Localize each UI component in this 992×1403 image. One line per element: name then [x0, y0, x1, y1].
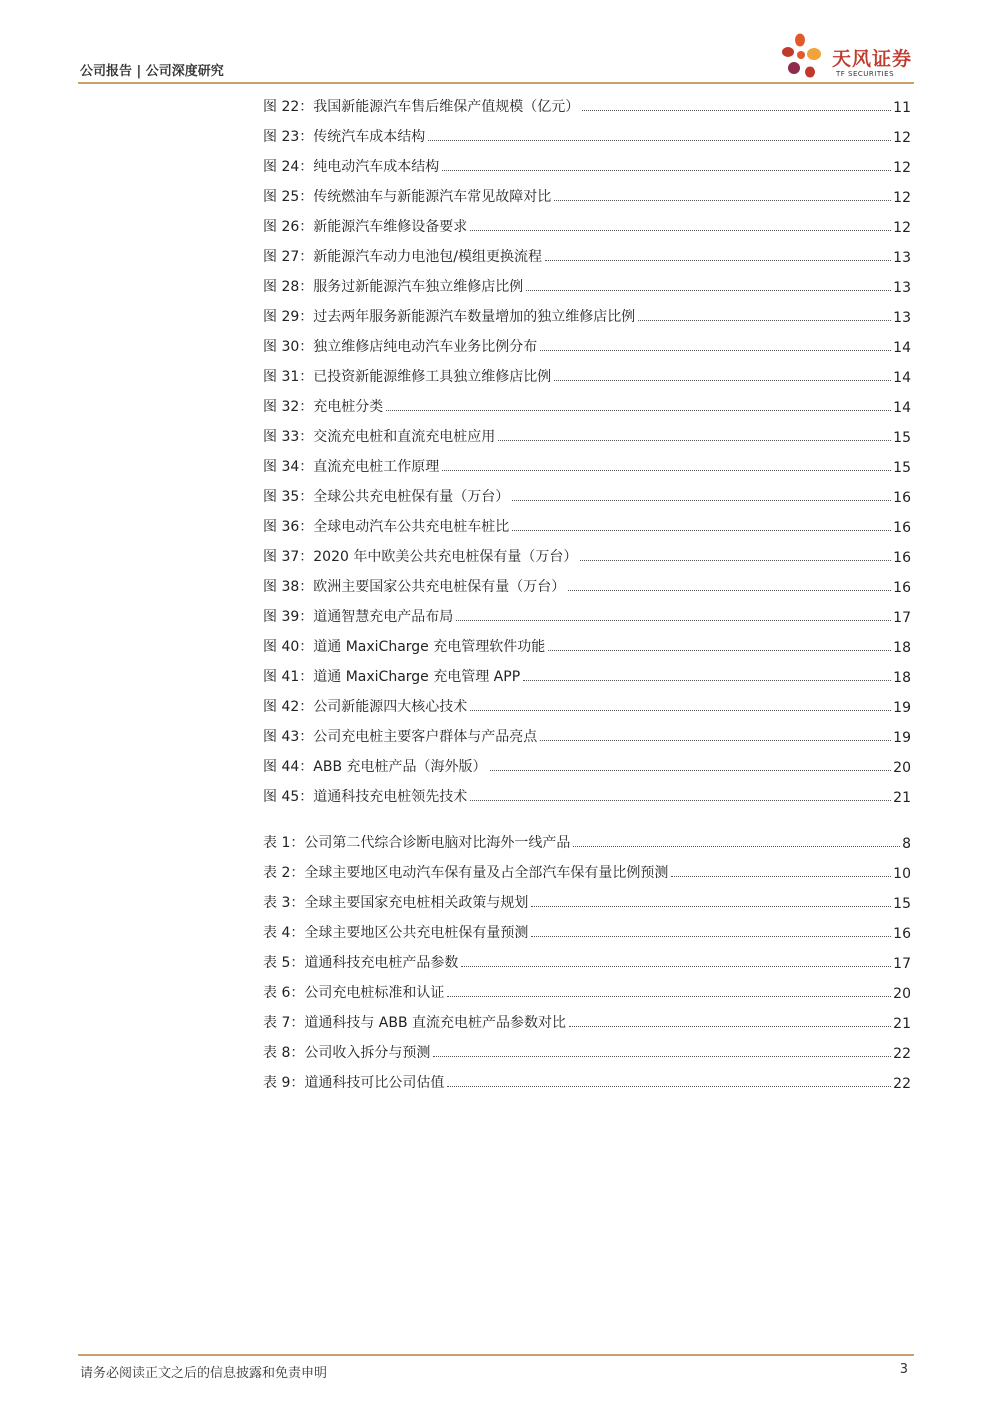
table-entry-page: 20 — [893, 986, 911, 1002]
figure-entry-page: 13 — [893, 280, 911, 296]
dot-leader — [498, 439, 891, 441]
figure-entry[interactable] — [263, 574, 911, 596]
dot-leader — [540, 349, 891, 351]
figure-entry[interactable] — [263, 214, 911, 236]
dot-leader — [580, 559, 891, 561]
figure-entry[interactable] — [263, 664, 911, 686]
table-entry-label[interactable]: 表 9：道通科技可比公司估值 — [263, 1075, 445, 1091]
dot-leader — [428, 139, 891, 141]
figure-entry-page: 13 — [893, 250, 911, 266]
figure-entry-label[interactable]: 图 43：公司充电桩主要客户群体与产品亮点 — [263, 729, 538, 745]
figure-entry-page: 16 — [893, 550, 911, 566]
table-entry-page: 15 — [893, 896, 911, 912]
figure-entry-page: 14 — [893, 400, 911, 416]
figure-entry[interactable] — [263, 124, 911, 146]
figure-entry[interactable] — [263, 304, 911, 326]
figure-entry-page: 13 — [893, 310, 911, 326]
table-entry[interactable] — [263, 1010, 911, 1032]
figure-entry-page: 12 — [893, 160, 911, 176]
figure-entry-page: 16 — [893, 490, 911, 506]
figure-entry-label[interactable]: 图 42：公司新能源四大核心技术 — [263, 699, 468, 715]
figure-entry[interactable] — [263, 334, 911, 356]
dot-leader — [569, 1025, 891, 1027]
figure-entry-label[interactable]: 图 40：道通 MaxiCharge 充电管理软件功能 — [263, 639, 546, 655]
figure-entry-page: 12 — [893, 190, 911, 206]
figure-entry-label[interactable]: 图 22：我国新能源汽车售后维保产值规模（亿元） — [263, 99, 580, 115]
table-entry[interactable] — [263, 860, 911, 882]
dot-leader — [447, 1085, 891, 1087]
figure-entry-label[interactable]: 图 29：过去两年服务新能源汽车数量增加的独立维修店比例 — [263, 309, 636, 325]
figure-entry-page: 12 — [893, 130, 911, 146]
dot-leader — [470, 229, 891, 231]
table-entry-label[interactable]: 表 4：全球主要地区公共充电桩保有量预测 — [263, 925, 529, 941]
table-entry-label[interactable]: 表 5：道通科技充电桩产品参数 — [263, 955, 459, 971]
figure-entry-label[interactable]: 图 25：传统燃油车与新能源汽车常见故障对比 — [263, 189, 552, 205]
figure-entry-label[interactable]: 图 28：服务过新能源汽车独立维修店比例 — [263, 279, 524, 295]
figure-entry-page: 14 — [893, 340, 911, 356]
figure-entry-label[interactable]: 图 23：传统汽车成本结构 — [263, 129, 426, 145]
footer-divider — [78, 1354, 914, 1356]
figure-entry[interactable] — [263, 544, 911, 566]
figure-entry-page: 19 — [893, 700, 911, 716]
table-entry[interactable] — [263, 830, 911, 852]
table-entry-label[interactable]: 表 2：全球主要地区电动汽车保有量及占全部汽车保有量比例预测 — [263, 865, 669, 881]
figure-entry-label[interactable]: 图 30：独立维修店纯电动汽车业务比例分布 — [263, 339, 538, 355]
figure-entry[interactable] — [263, 394, 911, 416]
figure-entry-page: 17 — [893, 610, 911, 626]
logo-chinese-name: 天风证券 — [832, 48, 913, 70]
figure-entry-label[interactable]: 图 32：充电桩分类 — [263, 399, 384, 415]
dot-leader — [442, 169, 891, 171]
figure-entry-label[interactable]: 图 26：新能源汽车维修设备要求 — [263, 219, 468, 235]
table-entry-label[interactable]: 表 8：公司收入拆分与预测 — [263, 1045, 431, 1061]
figure-entry[interactable] — [263, 244, 911, 266]
dot-leader — [554, 199, 891, 201]
figure-entry[interactable] — [263, 364, 911, 386]
figure-entry-page: 16 — [893, 520, 911, 536]
dot-leader — [554, 379, 891, 381]
dot-leader — [490, 769, 892, 771]
figure-entry[interactable] — [263, 94, 911, 116]
figure-entry-label[interactable]: 图 38：欧洲主要国家公共充电桩保有量（万台） — [263, 579, 566, 595]
table-entry[interactable] — [263, 1040, 911, 1062]
table-entry-label[interactable]: 表 1：公司第二代综合诊断电脑对比海外一线产品 — [263, 835, 571, 851]
figure-entry-page: 14 — [893, 370, 911, 386]
table-entry-page: 10 — [893, 866, 911, 882]
dot-leader — [512, 499, 891, 501]
figure-entry[interactable] — [263, 754, 911, 776]
figure-entry-page: 15 — [893, 430, 911, 446]
figure-entry[interactable] — [263, 514, 911, 536]
figure-entry[interactable] — [263, 454, 911, 476]
dot-leader — [531, 935, 891, 937]
dot-leader — [433, 1055, 891, 1057]
figure-entry[interactable] — [263, 634, 911, 656]
figure-entry[interactable] — [263, 154, 911, 176]
figure-entry[interactable] — [263, 784, 911, 806]
company-logo — [780, 32, 920, 84]
figure-entry[interactable] — [263, 604, 911, 626]
table-entry-label[interactable]: 表 6：公司充电桩标准和认证 — [263, 985, 445, 1001]
figure-entry-page: 21 — [893, 790, 911, 806]
dot-leader — [638, 319, 891, 321]
table-entry-page: 17 — [893, 956, 911, 972]
dot-leader — [461, 965, 891, 967]
figure-entry-page: 16 — [893, 580, 911, 596]
figure-entry-label[interactable]: 图 45：道通科技充电桩领先技术 — [263, 789, 468, 805]
dot-leader — [447, 995, 891, 997]
figure-entry[interactable] — [263, 694, 911, 716]
figure-entry[interactable] — [263, 184, 911, 206]
logo-flower-icon — [780, 32, 828, 84]
header-divider — [78, 82, 914, 84]
table-entry-label[interactable]: 表 7：道通科技与 ABB 直流充电桩产品参数对比 — [263, 1015, 567, 1031]
dot-leader — [386, 409, 891, 411]
page-number: 3 — [899, 1362, 908, 1377]
footer-disclaimer: 请务必阅读正文之后的信息披露和免责申明 — [80, 1366, 328, 1381]
table-entry[interactable] — [263, 950, 911, 972]
figure-entry-label[interactable]: 图 39：道通智慧充电产品布局 — [263, 609, 454, 625]
table-entry-page: 8 — [902, 836, 911, 852]
dot-leader — [526, 289, 891, 291]
dot-leader — [456, 619, 891, 621]
dot-leader — [531, 905, 891, 907]
table-entry-page: 16 — [893, 926, 911, 942]
table-entry-page: 22 — [893, 1046, 911, 1062]
table-entry[interactable] — [263, 1070, 911, 1092]
dot-leader — [545, 259, 891, 261]
dot-leader — [470, 709, 891, 711]
table-entry[interactable] — [263, 980, 911, 1002]
figure-entry[interactable] — [263, 484, 911, 506]
logo-english-name: TF SECURITIES — [836, 70, 895, 78]
figure-entry-page: 15 — [893, 460, 911, 476]
figure-entry-label[interactable]: 图 35：全球公共充电桩保有量（万台） — [263, 489, 510, 505]
figure-entry-page: 11 — [893, 100, 911, 116]
dot-leader — [442, 469, 891, 471]
figure-entry-page: 12 — [893, 220, 911, 236]
dot-leader — [512, 529, 891, 531]
dot-leader — [671, 875, 891, 877]
figure-entry[interactable] — [263, 424, 911, 446]
figure-entry-page: 18 — [893, 670, 911, 686]
table-entry[interactable] — [263, 890, 911, 912]
table-entry[interactable] — [263, 920, 911, 942]
figure-entry-page: 19 — [893, 730, 911, 746]
figure-entry-label[interactable]: 图 31：已投资新能源维修工具独立维修店比例 — [263, 369, 552, 385]
figure-entry-label[interactable]: 图 27：新能源汽车动力电池包/模组更换流程 — [263, 249, 542, 265]
figure-entry[interactable] — [263, 274, 911, 296]
dot-leader — [548, 649, 891, 651]
figure-entry-label[interactable]: 图 34：直流充电桩工作原理 — [263, 459, 440, 475]
figure-entry-label[interactable]: 图 37：2020 年中欧美公共充电桩保有量（万台） — [263, 549, 578, 565]
dot-leader — [573, 845, 900, 847]
figure-entry-label[interactable]: 图 24：纯电动汽车成本结构 — [263, 159, 440, 175]
dot-leader — [540, 739, 891, 741]
figure-entry[interactable] — [263, 724, 911, 746]
dot-leader — [568, 589, 891, 591]
report-category: 公司报告 | 公司深度研究 — [80, 64, 224, 79]
dot-leader — [470, 799, 891, 801]
figure-entry-label[interactable]: 图 33：交流充电桩和直流充电桩应用 — [263, 429, 496, 445]
figure-entry-label[interactable]: 图 44：ABB 充电桩产品（海外版） — [263, 759, 487, 775]
figure-entry-page: 18 — [893, 640, 911, 656]
table-entry-page: 22 — [893, 1076, 911, 1092]
dot-leader — [523, 679, 891, 681]
figure-entry-label[interactable]: 图 36：全球电动汽车公共充电桩车桩比 — [263, 519, 510, 535]
dot-leader — [582, 109, 891, 111]
table-entry-label[interactable]: 表 3：全球主要国家充电桩相关政策与规划 — [263, 895, 529, 911]
figure-entry-label[interactable]: 图 41：道通 MaxiCharge 充电管理 APP — [263, 669, 521, 685]
table-entry-page: 21 — [893, 1016, 911, 1032]
figure-entry-page: 20 — [893, 760, 911, 776]
